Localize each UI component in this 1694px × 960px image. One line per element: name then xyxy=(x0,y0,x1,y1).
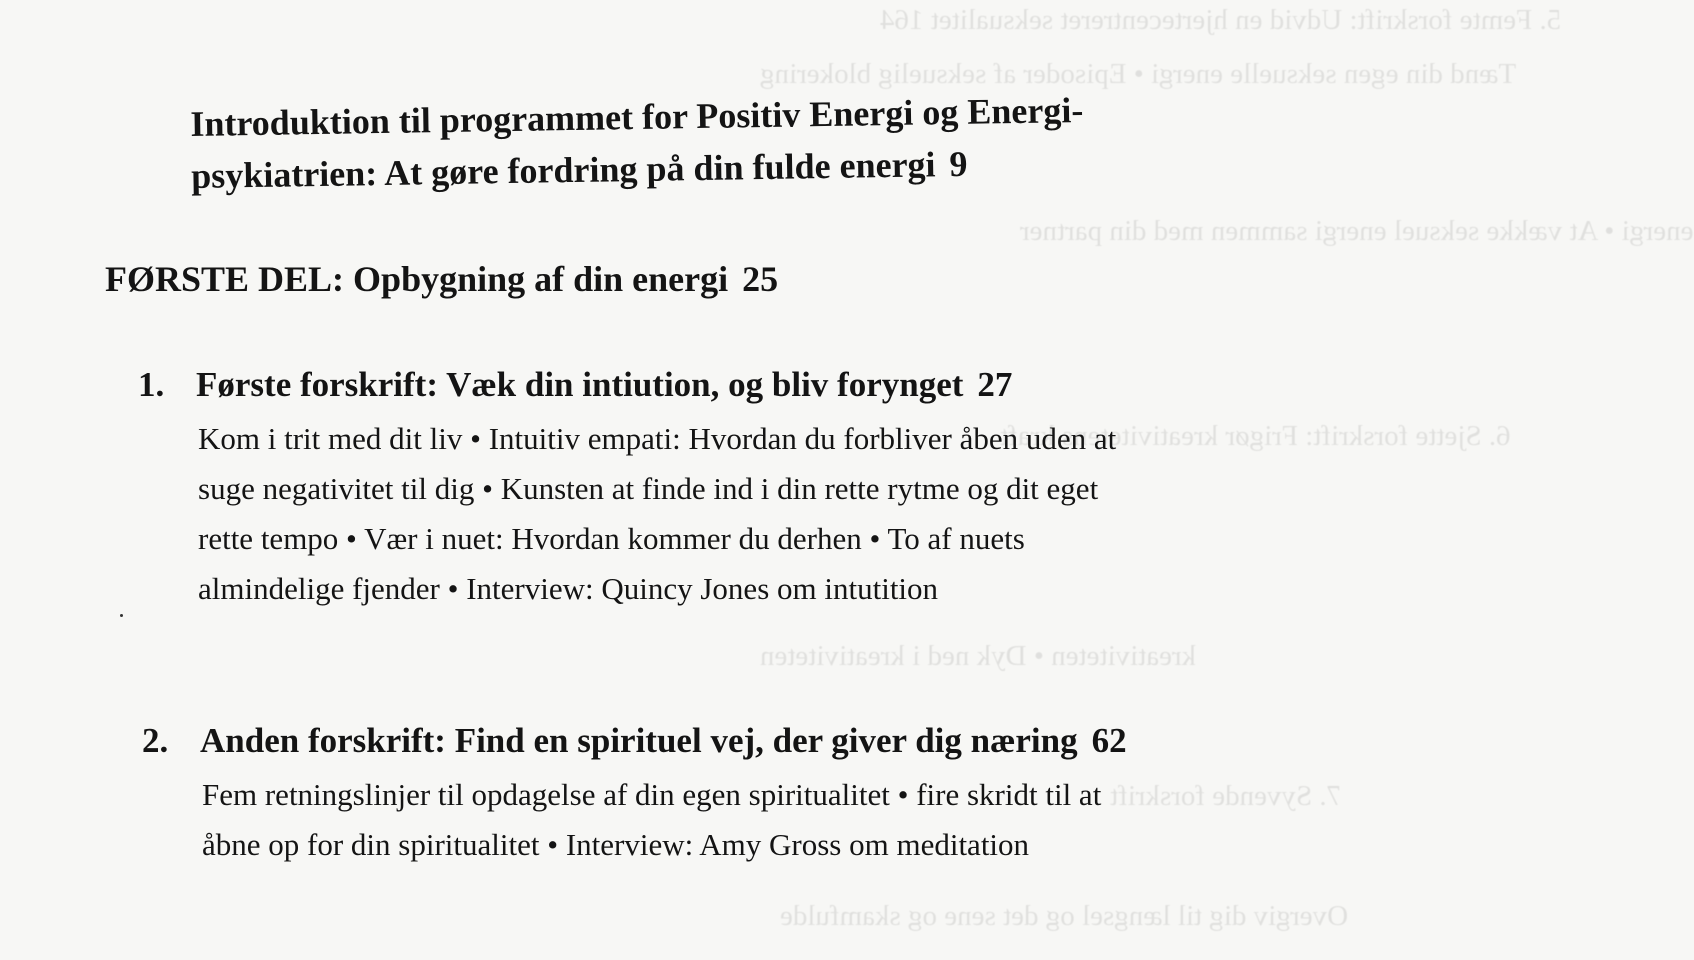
chapter-title: Anden forskrift: Find en spirituel vej, der giver dig næring xyxy=(200,721,1078,760)
part-one-title: FØRSTE DEL: Opbygning af din energi xyxy=(105,259,729,299)
chapter-page-number: 27 xyxy=(977,365,1013,404)
chapter-number: 2. xyxy=(142,721,169,760)
ink-speck xyxy=(120,614,123,617)
toc-entry-part-one xyxy=(105,255,778,303)
chapter-page-number: 62 xyxy=(1091,721,1127,760)
chapter-title: Første forskrift: Væk din intiution, og bliv forynget xyxy=(196,365,964,404)
chapter-heading xyxy=(200,716,1127,766)
chapter-heading xyxy=(196,360,1012,410)
chapter-description: Fem retningslinjer til opdagelse af din egen spiritualitet • fire skridt til at åbne op for din spiritualitet • Interview: Amy Gross om meditation xyxy=(202,777,1102,862)
intro-title: Introduktion til programmet for Positiv Energi og Energi-psykiatrien: At gøre fordring på din fulde energi xyxy=(190,89,1084,196)
part-one-page-number: 25 xyxy=(742,259,779,299)
chapter-description: Kom i trit med dit liv • Intuitiv empati: Hvordan du forbliver åben uden at suge negativitet til dig • Kunsten at finde ind i din rette rytme og dit eget rette tempo • Vær i nuet: Hvordan kommer du derhen • To af nuets almindelige fjender • Interview: Quincy Jones om intutition xyxy=(198,421,1117,606)
chapter-number: 1. xyxy=(138,365,165,404)
toc-entry-introduction xyxy=(190,83,1172,202)
intro-page-number: 9 xyxy=(949,143,968,185)
